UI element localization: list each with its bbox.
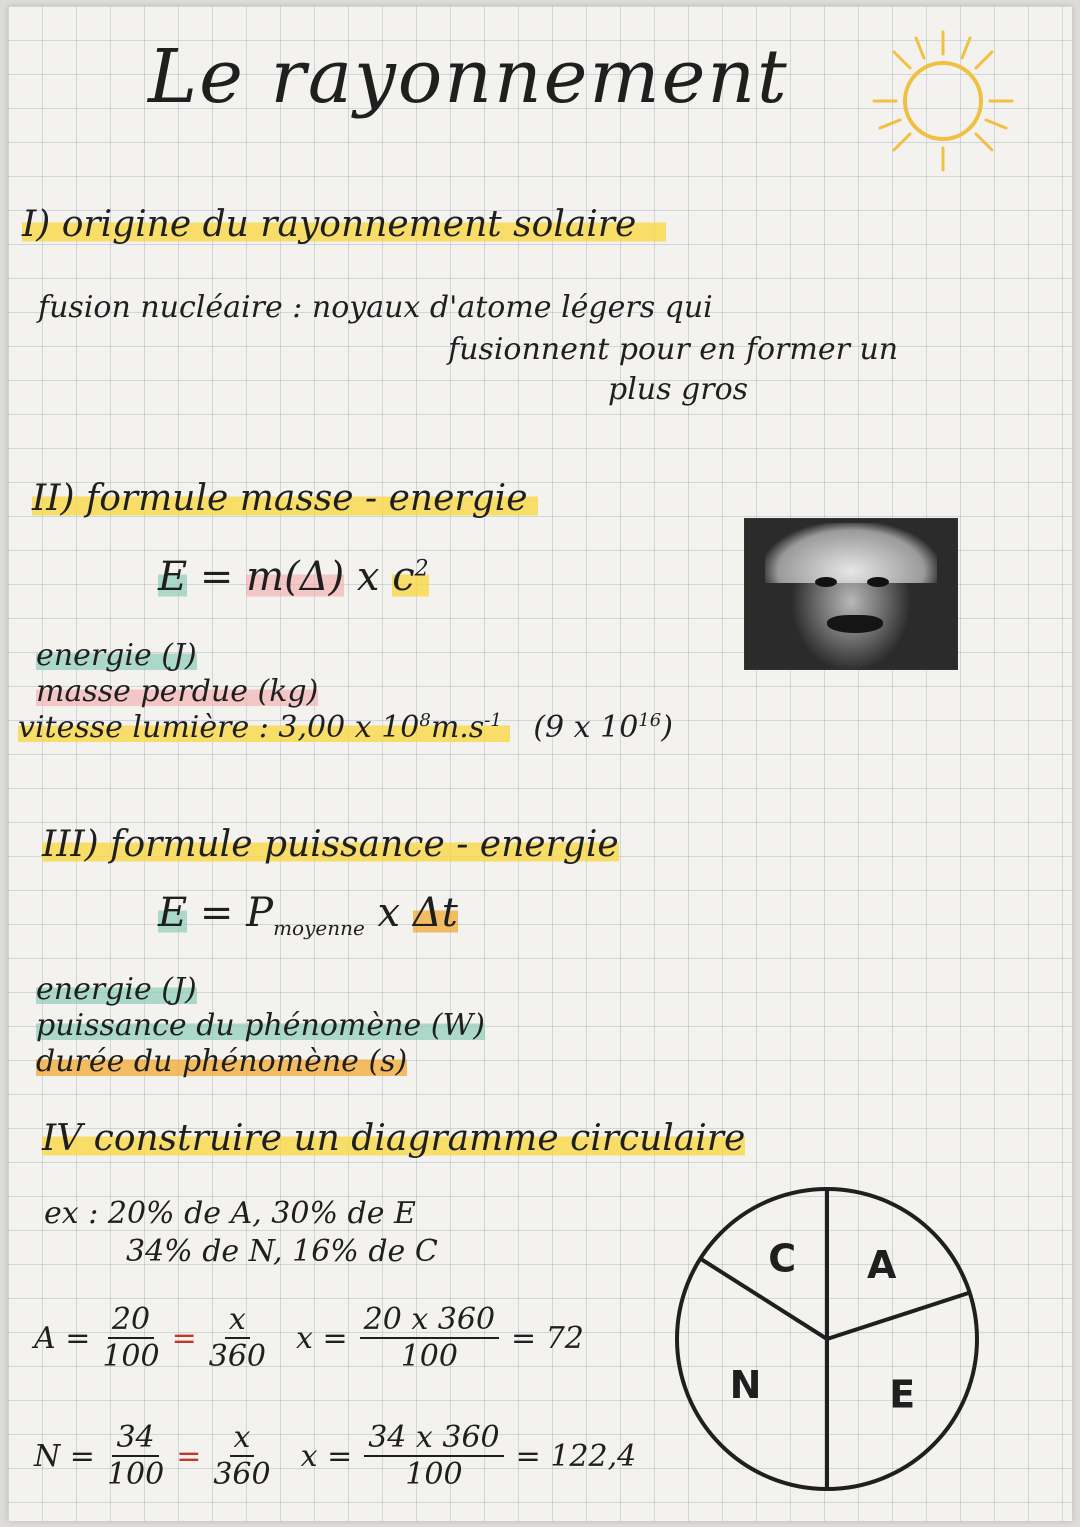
formula-equals: = <box>199 890 234 936</box>
section-3-heading: III) formule puissance - energie <box>42 824 619 865</box>
formula-delta-t: Δt <box>412 890 458 936</box>
formula-power: $P_{moyenne}$ <box>246 890 365 940</box>
notebook-page <box>8 6 1072 1521</box>
section-4-heading: IV construire un diagramme circulaire <box>42 1118 746 1159</box>
mass-unit-line: masse perdue (kg) <box>36 674 319 709</box>
calc-n: N = $\frac{34}{100}$ = $\frac{x}{360}$ x = $\frac{34 x 360}{100}$ = 122,4 <box>34 1420 637 1492</box>
formula-mass: m(Δ) <box>246 554 345 600</box>
section-1-heading: I) origine du rayonnement solaire <box>22 204 666 245</box>
formula-c: $c^2$ <box>392 554 429 600</box>
mass-energy-formula <box>158 554 429 600</box>
photo-eye-left <box>815 577 837 587</box>
pie-label-n: N <box>729 1362 762 1407</box>
calc-a: A = $\frac{20}{100}$ = $\frac{x}{360}$ x = $\frac{20 x 360}{100}$ = 72 <box>34 1302 584 1374</box>
example-line-1: ex : 20% de A, 30% de E <box>44 1196 416 1231</box>
formula-times: x <box>356 554 380 600</box>
power-energy-formula <box>158 890 458 940</box>
photo-hair <box>765 523 937 583</box>
light-speed-line: vitesse lumière : 3,00 x $10^8m.s^{-1}$ (9 x $10^{16}$) <box>18 710 673 745</box>
formula-e: E <box>158 890 188 936</box>
photo-moustache <box>827 615 883 633</box>
pie-label-a: A <box>866 1242 897 1287</box>
sun-icon <box>868 26 1018 176</box>
section-2-heading: II) formule masse - energie <box>32 478 538 519</box>
example-line-2: 34% de N, 16% de C <box>126 1234 438 1269</box>
power-unit-line: puissance du phénomène (W) <box>36 1008 485 1043</box>
c-squared-value: (9 x $10^{16}$) <box>533 710 673 745</box>
section-1-line-3: plus gros <box>608 372 749 407</box>
section-1-line-1: fusion nucléaire : noyaux d'atome légers qui <box>38 290 713 325</box>
formula-equals: = <box>199 554 234 600</box>
formula-times: x <box>377 890 401 936</box>
einstein-photo <box>744 518 958 670</box>
pie-divider-e <box>827 1293 970 1339</box>
pie-divider-c <box>700 1259 827 1339</box>
formula-e: E <box>158 554 188 600</box>
energy-unit-line: energie (J) <box>36 638 197 673</box>
section-1-line-2: fusionnent pour en former un <box>448 332 899 367</box>
energy-unit-line-2: energie (J) <box>36 972 197 1007</box>
duration-unit-line: durée du phénomène (s) <box>36 1044 408 1079</box>
pie-chart <box>652 1184 1002 1504</box>
pie-label-e: E <box>889 1372 916 1417</box>
photo-eye-right <box>867 577 889 587</box>
pie-label-c: C <box>768 1236 797 1281</box>
page-title: Le rayonnement <box>148 34 789 120</box>
